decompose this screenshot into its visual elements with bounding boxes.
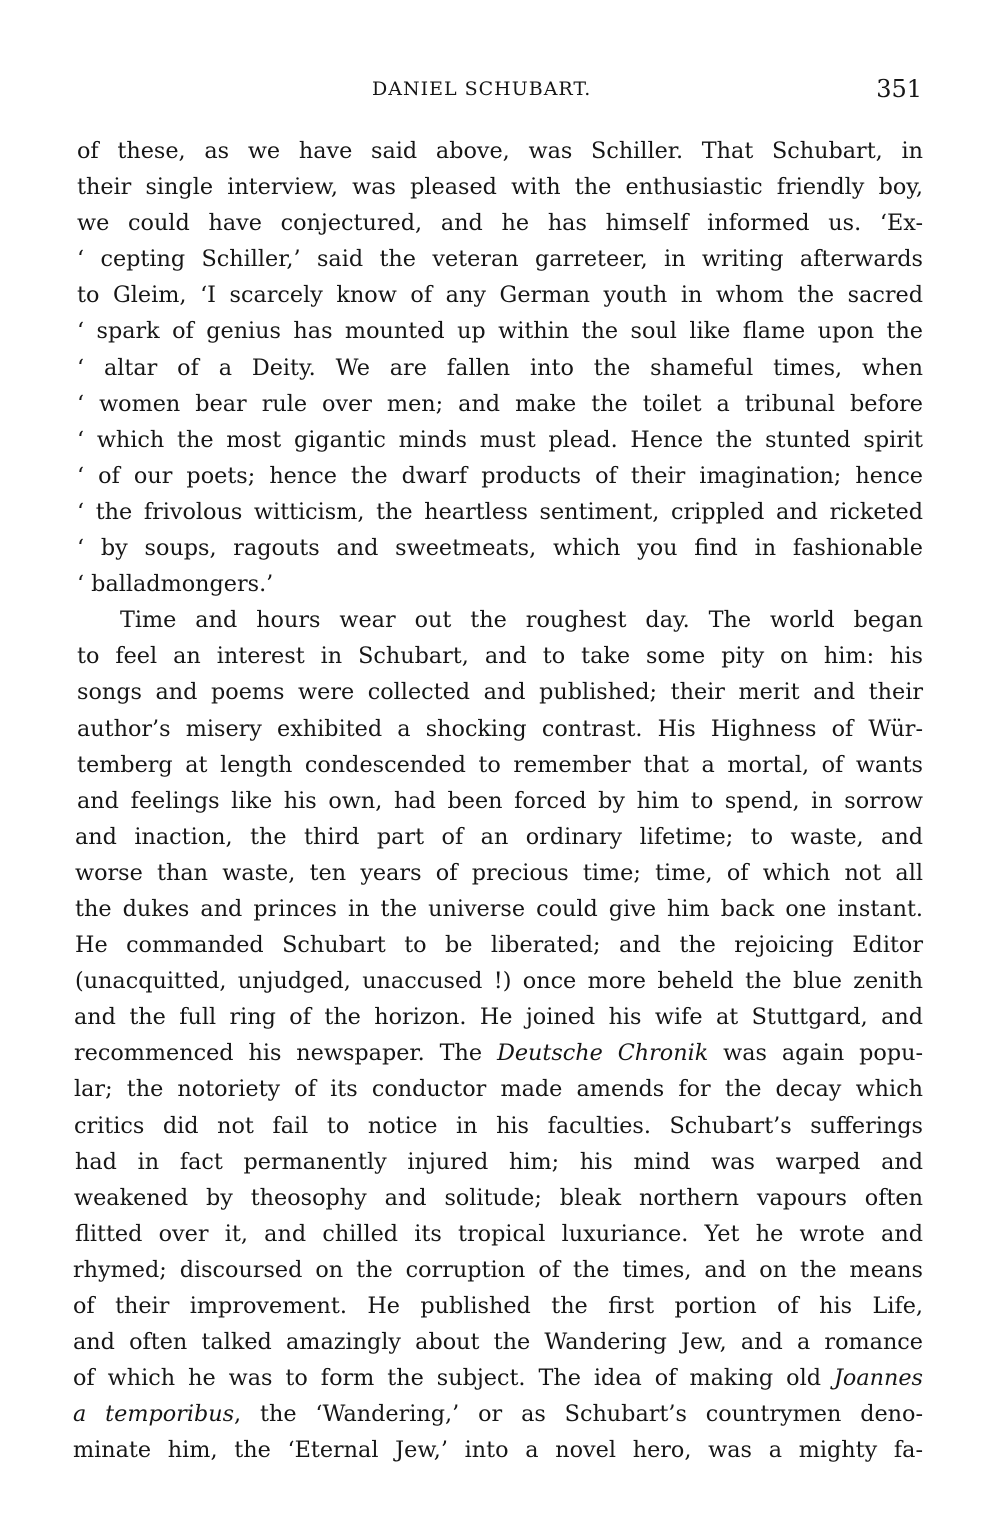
text-run: , the ‘Wandering,’ or as Schubart’s countrymen deno- — [234, 1401, 923, 1428]
text-line: (unacquitted, unjudged, unaccused !) once more beheld the blue zenith — [75, 968, 923, 995]
page-number: 351 — [876, 75, 922, 103]
text-line: ‘ balladmongers.’ — [77, 571, 274, 598]
body-text — [73, 133, 923, 1468]
text-line: songs and poems were collected and published; their merit and their — [77, 679, 923, 706]
running-title: DANIEL SCHUBART. — [372, 78, 592, 100]
text-line: ‘ altar of a Deity. We are fallen into the shameful times, when — [77, 354, 923, 381]
text-line: to Gleim, ‘I scarcely know of any German youth in whom the sacred — [77, 282, 923, 309]
text-line: ‘ the frivolous witticism, the heartless sentiment, crippled and ricketed — [77, 498, 923, 525]
text-line: rhymed; discoursed on the corruption of the times, and on the means — [73, 1256, 923, 1283]
text-line — [73, 1360, 923, 1396]
text-line: ‘ women bear rule over men; and make the toilet a tribunal before — [77, 390, 923, 417]
text-line: and often talked amazingly about the Wandering Jew, and a romance — [73, 1329, 923, 1356]
text-line: weakened by theosophy and solitude; bleak northern vapours often — [74, 1184, 923, 1211]
italic-phrase: Joannes — [833, 1365, 923, 1392]
text-run: was again popu- — [708, 1040, 923, 1067]
text-line: had in fact permanently injured him; his mind was warped and — [75, 1148, 923, 1175]
text-line: minate him, the ‘Eternal Jew,’ into a novel hero, was a mighty fa- — [73, 1437, 923, 1464]
text-line: of these, as we have said above, was Schiller. That Schubart, in — [77, 138, 923, 164]
text-line — [73, 1396, 923, 1432]
text-line: temberg at length condescended to remember that a mortal, of wants — [77, 751, 923, 778]
text-line: of their improvement. He published the first portion of his Life, — [73, 1293, 923, 1319]
text-line: worse than waste, ten years of precious time; time, of which not all — [75, 859, 923, 886]
running-head — [0, 72, 1000, 106]
text-line: ‘ cepting Schiller,’ said the veteran garreteer, in writing afterwards — [77, 246, 923, 273]
text-line: the dukes and princes in the universe could give him back one instant. — [75, 895, 923, 922]
text-line: and feelings like his own, had been forced by him to spend, in sorrow — [77, 787, 923, 814]
text-line: ‘ spark of genius has mounted up within the soul like flame upon the — [77, 318, 923, 345]
text-line: and the full ring of the horizon. He joined his wife at Stuttgard, and — [74, 1004, 923, 1031]
text-line: their single interview, was pleased with the enthusiastic friendly boy, — [77, 174, 923, 201]
text-run: recommenced his newspaper. The — [74, 1040, 497, 1067]
italic-title: Deutsche Chronik — [496, 1040, 709, 1067]
text-line: we could have conjectured, and he has himself informed us. ‘Ex- — [77, 210, 923, 237]
text-line: and inaction, the third part of an ordinary lifetime; to waste, and — [75, 823, 923, 850]
italic-phrase: a temporibus — [73, 1401, 235, 1428]
text-line: to feel an interest in Schubart, and to take some pity on him: his — [77, 643, 923, 670]
text-line: critics did not fail to notice in his faculties. Schubart’s sufferings — [74, 1112, 923, 1139]
text-line: He commanded Schubart to be liberated; and the rejoicing Editor — [75, 932, 923, 959]
text-line — [74, 1035, 923, 1071]
text-line: lar; the notoriety of its conductor made amends for the decay which — [74, 1076, 923, 1103]
text-line: author’s misery exhibited a shocking contrast. His Highness of Wür- — [77, 715, 923, 742]
text-line: ‘ which the most gigantic minds must plead. Hence the stunted spirit — [77, 426, 923, 453]
text-line: flitted over it, and chilled its tropical luxuriance. Yet he wrote and — [75, 1220, 923, 1247]
text-run: of which he was to form the subject. The idea of making old — [73, 1365, 834, 1392]
text-line: ‘ by soups, ragouts and sweetmeats, which you find in fashionable — [77, 535, 923, 562]
text-line: ‘ of our poets; hence the dwarf products of their imagination; hence — [77, 462, 923, 489]
text-line: Time and hours wear out the roughest day. The world began — [120, 607, 923, 634]
